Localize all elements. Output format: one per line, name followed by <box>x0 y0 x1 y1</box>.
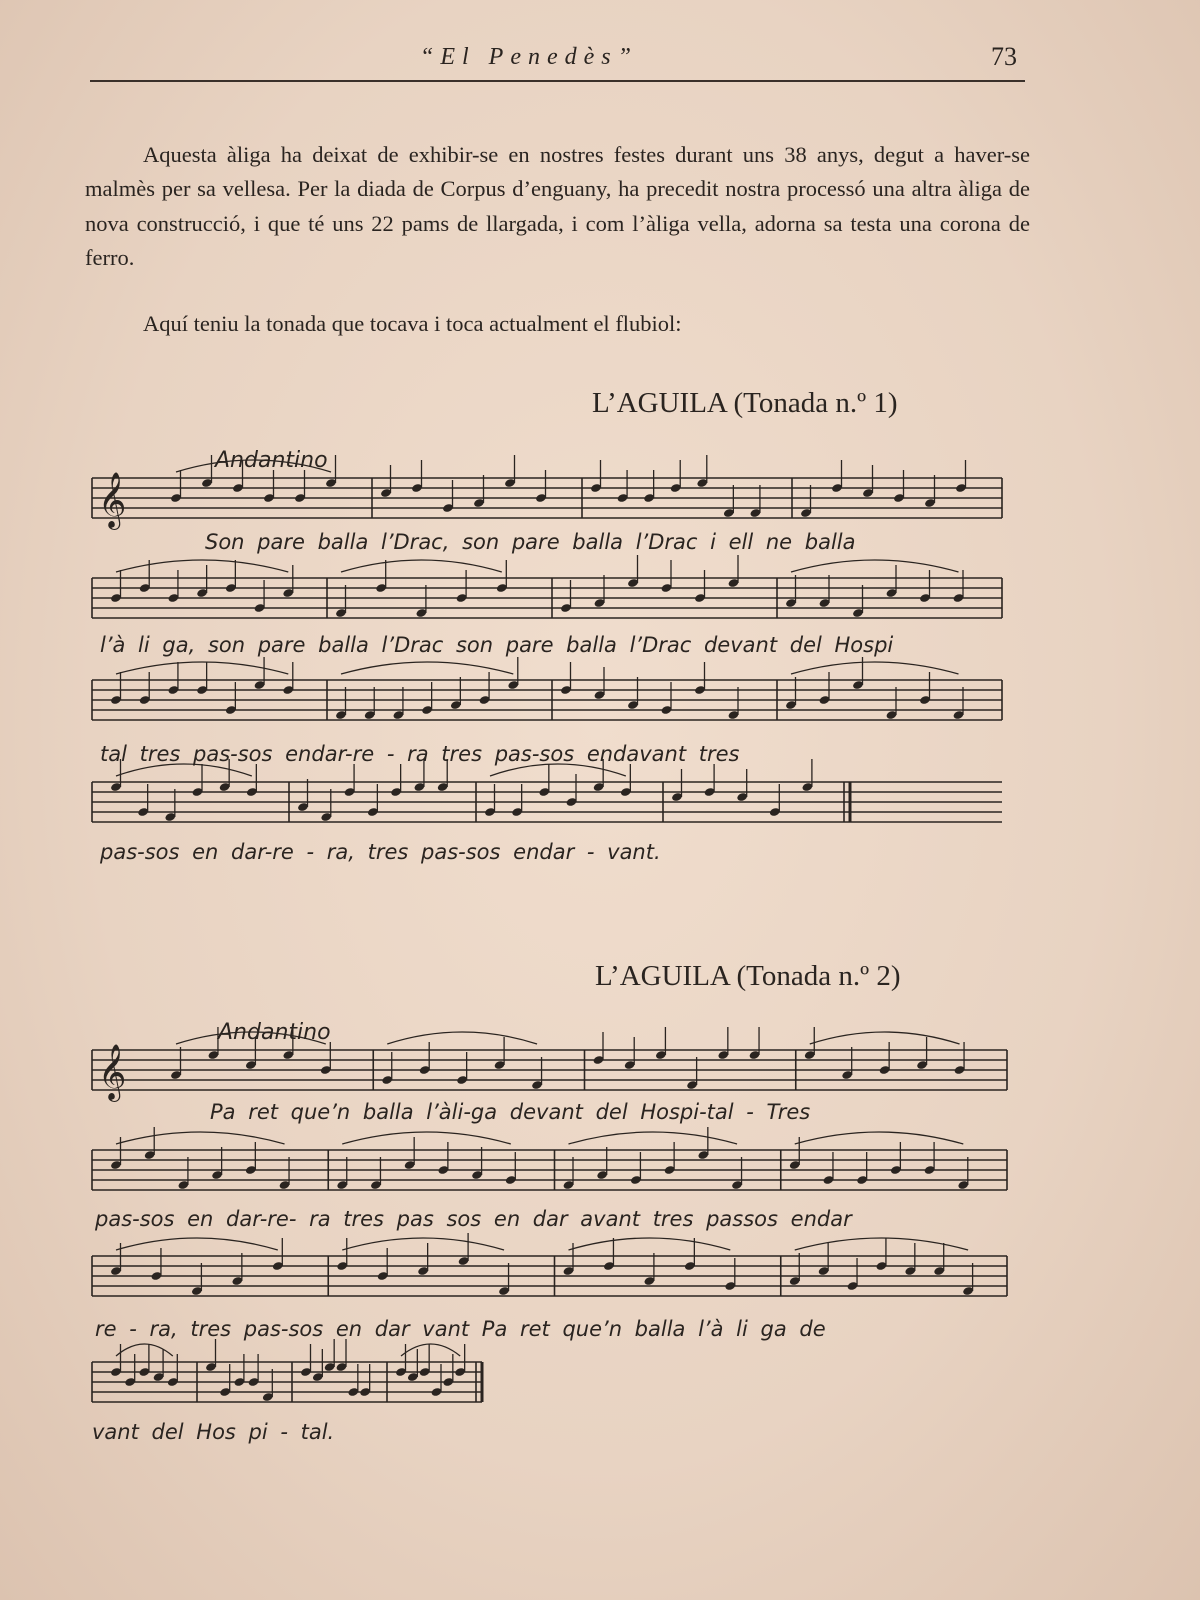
tempo-marking: Andantino <box>215 448 328 473</box>
lyric-line: tal tres pas-sos endar-re - ra tres pas-sos endavant tres <box>100 742 740 766</box>
lyric-line: l’à li ga, son pare balla l’Drac son pare balla l’Drac devant del Hospi <box>100 633 894 657</box>
lyric-line: Son pare balla l’Drac, son pare balla l’Drac i ell ne balla <box>205 530 856 554</box>
lyric-line: pas-sos en dar-re- ra tres pas sos en dar avant tres passos endar <box>95 1207 852 1231</box>
svg-text:𝄞: 𝄞 <box>98 472 127 528</box>
lyric-line: Pa ret que’n balla l’àli-ga devant del Hospi-tal - Tres <box>210 1100 811 1124</box>
paragraph: Aquesta àliga ha deixat de exhibir-se en nostres festes durant uns 38 anys, degut a haver-se malmès per sa vellesa. Per la diada de Corpus d’enguany, ha precedit nostra processó una altra àliga de nova construcció, i que té uns 22 pams de llargada, i com l’àliga vella, adorna sa testa una corona de ferro. <box>85 141 1030 270</box>
lyric-line: vant del Hos pi - tal. <box>92 1420 335 1444</box>
tempo-marking: Andantino <box>218 1020 331 1045</box>
lyric-line: pas-sos en dar-re - ra, tres pas-sos endar - vant. <box>100 840 661 864</box>
lyric-line: re - ra, tres pas-sos en dar vant Pa ret que’n balla l’à li ga de <box>95 1317 826 1341</box>
paragraph: Aquí teniu la tonada que tocava i toca actualment el flubiol: <box>143 310 682 336</box>
tune-title: L’AGUILA (Tonada n.º 2) <box>595 960 901 992</box>
svg-text:𝄞: 𝄞 <box>98 1044 127 1100</box>
running-title: “El Penedès” <box>420 44 638 70</box>
page-number: 73 <box>991 42 1017 71</box>
tune-title: L’AGUILA (Tonada n.º 1) <box>592 387 898 419</box>
